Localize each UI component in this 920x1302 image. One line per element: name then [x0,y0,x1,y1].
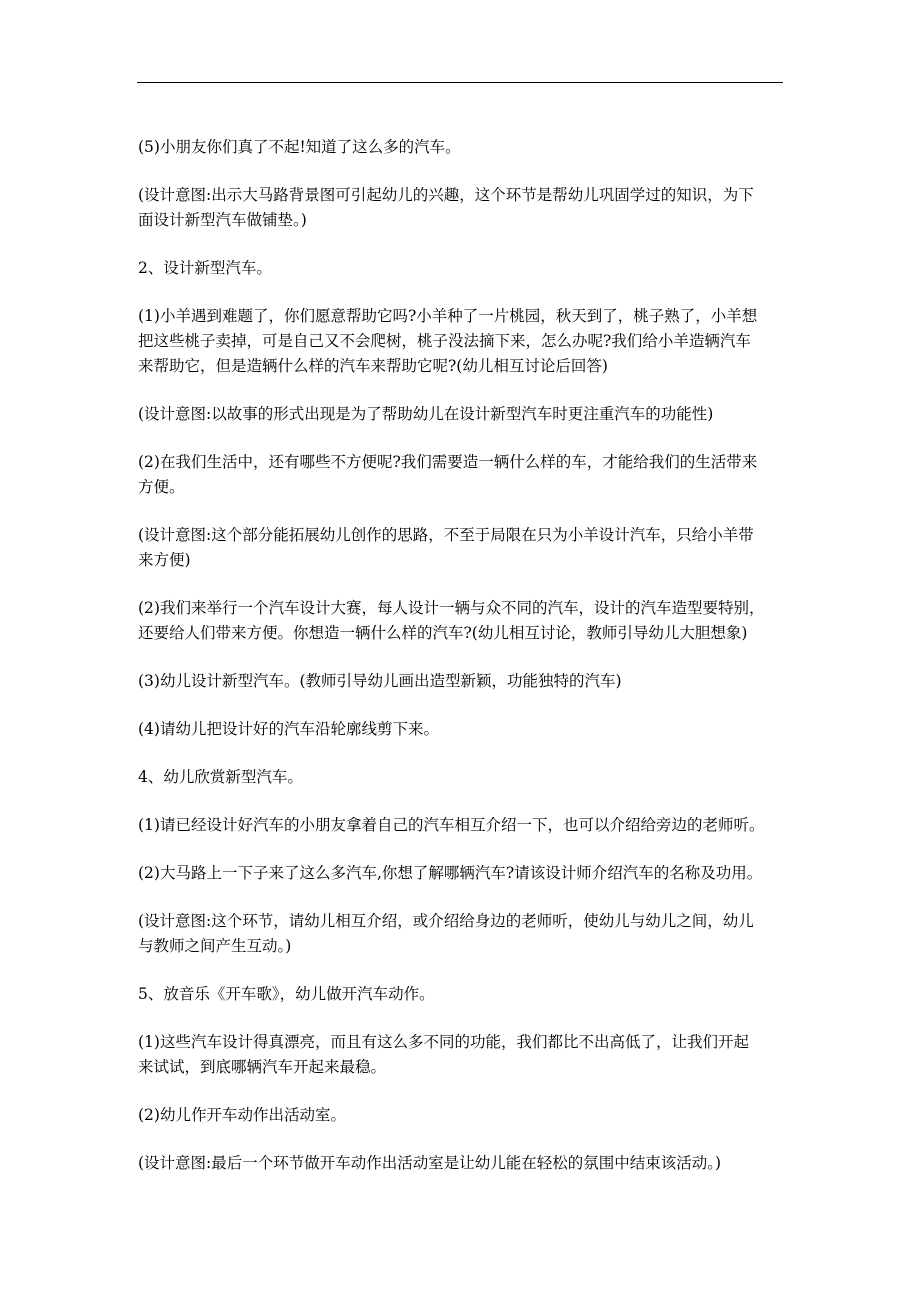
paragraph: (2)在我们生活中，还有哪些不方便呢?我们需要造一辆什么样的车，才能给我们的生活带来 方便。 [138,453,758,496]
paragraph: (设计意图:这个环节，请幼儿相互介绍，或介绍给身边的老师听，使幼儿与幼儿之间，幼儿 与教师之间产生互动。) [138,912,754,955]
section-heading: 5、放音乐《开车歌》，幼儿做开汽车动作。 [138,985,435,1003]
section-heading: 2、设计新型汽车。 [138,259,272,277]
paragraph: (设计意图:最后一个环节做开车动作出活动室是让幼儿能在轻松的氛围中结束该活动。) [138,1154,722,1172]
paragraph: (1)这些汽车设计得真漂亮，而且有这么多不同的功能，我们都比不出高低了，让我们开起 来试试，到底哪辆汽车开起来最稳。 [138,1033,749,1076]
paragraph: (4)请幼儿把设计好的汽车沿轮廓线剪下来。 [138,720,439,738]
paragraph: (设计意图:这个部分能拓展幼儿创作的思路，不至于局限在只为小羊设计汽车，只给小羊带 来方便) [138,526,754,569]
paragraph: (2)大马路上一下子来了这么多汽车,你想了解哪辆汽车?请该设计师介绍汽车的名称及功用。 [138,864,763,882]
document-body [138,135,788,1199]
header-rule [137,82,783,83]
paragraph: (2)幼儿作开车动作出活动室。 [138,1106,346,1124]
paragraph: (3)幼儿设计新型汽车。(教师引导幼儿画出造型新颖，功能独特的汽车) [138,672,622,690]
section-heading: 4、幼儿欣赏新型汽车。 [138,768,303,786]
paragraph: (1)小羊遇到难题了，你们愿意帮助它吗?小羊种了一片桃园，秋天到了，桃子熟了，小羊想 把这些桃子卖掉，可是自己又不会爬树，桃子没法摘下来，怎么办呢?我们给小羊造辆汽车 来帮助它，但是造辆什么样的汽车来帮助它呢?(幼儿相互讨论后回答) [138,307,758,375]
paragraph: (设计意图:以故事的形式出现是为了帮助幼儿在设计新型汽车时更注重汽车的功能性) [138,405,714,423]
paragraph: (设计意图:出示大马路背景图可引起幼儿的兴趣，这个环节是帮幼儿巩固学过的知识，为下 面设计新型汽车做铺垫。) [138,186,754,229]
paragraph: (1)请已经设计好汽车的小朋友拿着自己的汽车相互介绍一下，也可以介绍给旁边的老师听。 [138,816,765,834]
paragraph: (5)小朋友你们真了不起!知道了这么多的汽车。 [138,138,461,156]
paragraph: (2)我们来举行一个汽车设计大赛，每人设计一辆与众不同的汽车，设计的汽车造型要特别， 还要给人们带来方便。你想造一辆什么样的汽车?(幼儿相互讨论，教师引导幼儿大胆想象) [138,599,765,642]
